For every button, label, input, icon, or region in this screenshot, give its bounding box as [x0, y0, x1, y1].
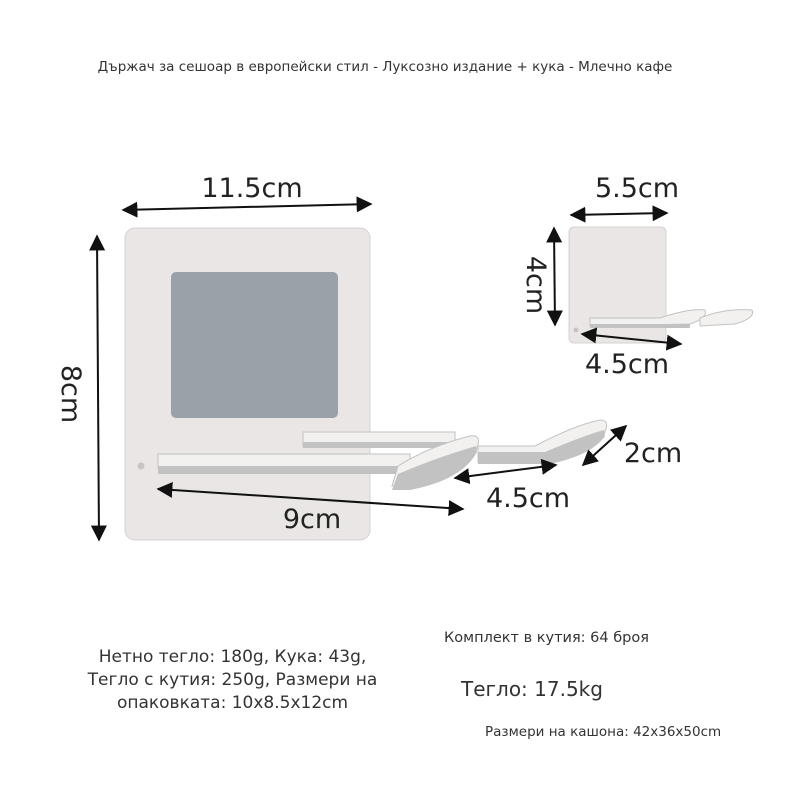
label-width: 11.5cm — [201, 173, 303, 204]
arrow-height — [97, 236, 99, 540]
label-hook-height: 4cm — [520, 255, 551, 315]
spec-line: опаковката: 10x8.5x12cm — [116, 693, 349, 713]
carton-weight: Тегло: 17.5kg — [461, 677, 603, 701]
adhesive-pad — [171, 272, 338, 418]
carton-size: Размери на кашона: 42x36x50cm — [485, 724, 722, 740]
label-arm-length: 9cm — [282, 504, 342, 535]
label-height: 8cm — [55, 364, 86, 424]
screw-hole — [138, 463, 145, 470]
spec-line: Тегло с кутия: 250g, Размери на — [87, 670, 378, 690]
package-specs — [40, 646, 425, 715]
label-arm-height: 2cm — [623, 438, 683, 469]
label-hook-arm-gap: 4.5cm — [584, 349, 670, 380]
hook — [569, 227, 753, 343]
arrow-hook-height — [554, 228, 555, 325]
hook-screw-hole — [574, 328, 579, 333]
label-hook-width: 5.5cm — [594, 173, 680, 204]
hook-arm-front — [700, 310, 753, 326]
product-title: Държач за сешоар в европейски стил - Луксозно издание + кука - Млечно кафе — [97, 59, 673, 75]
spec-line: Нетно тегло: 180g, Кука: 43g, — [98, 647, 367, 667]
arrow-arm-gap — [455, 465, 556, 478]
box-count: Комплект в кутия: 64 броя — [444, 630, 649, 646]
label-arm-gap: 4.5cm — [485, 483, 571, 514]
arrow-width — [123, 204, 371, 210]
arrow-hook-width — [571, 213, 667, 215]
